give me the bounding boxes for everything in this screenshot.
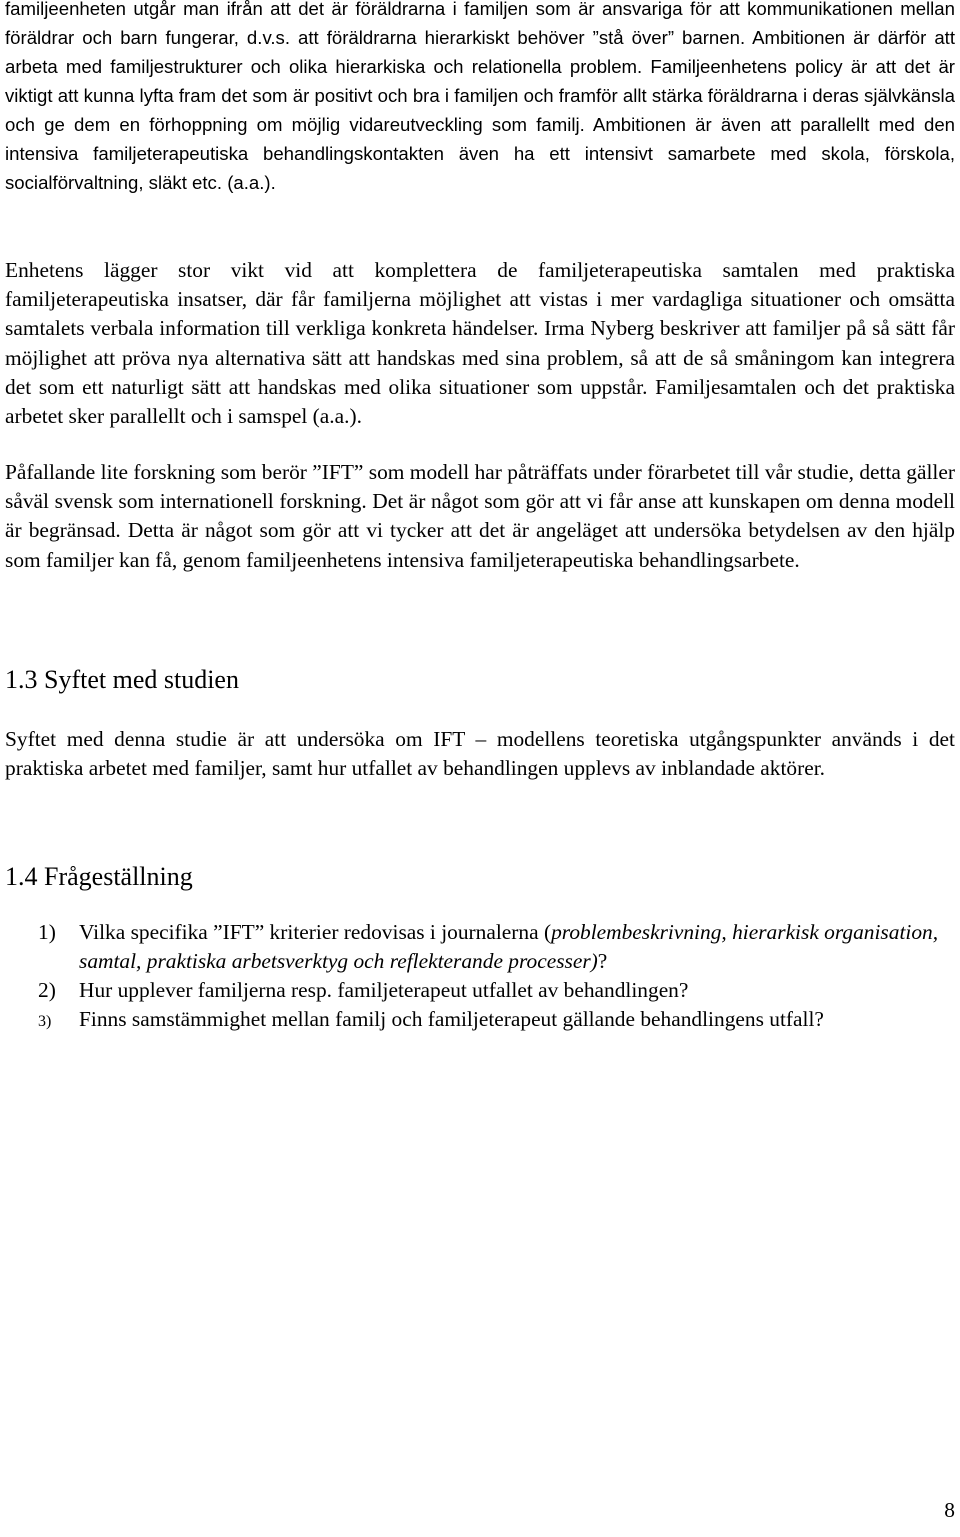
list-item-text: Hur upplever familjerna resp. familjeterapeut utfallet av behandlingen?: [79, 978, 689, 1002]
page-number: 8: [944, 1498, 955, 1522]
list-item: [38, 1005, 960, 1034]
list-item-text: Vilka specifika ”IFT” kriterier redovisas i journalerna (: [79, 920, 552, 944]
list-item: [38, 918, 960, 976]
list-item-text: Finns samstämmighet mellan familj och familjeterapeut gällande behandlingens utfall?: [79, 1007, 824, 1031]
list-number: 3): [38, 1013, 52, 1030]
list-item-italic-text: problembeskrivning, hierarkisk organisation, samtal, praktiska arbetsverktyg och reflekterande processer): [79, 920, 939, 973]
section-heading-fragestallning: 1.4 Frågeställning: [5, 862, 193, 891]
list-item: [38, 976, 960, 1005]
list-item-tail: ?: [597, 949, 608, 973]
body-paragraph-enhetens: Enhetens lägger stor vikt vid att komplettera de familjeterapeutiska samtalen med praktiska familjeterapeutiska insatser, där får familjerna möjlighet att vistas i mer vardagliga situationer och omsätta samtalets verbala information till verkliga konkreta händelser. Irma Nyberg beskriver att familjer på så sätt får möjlighet att pröva nya alternativa sätt att handskas med sina problem, så att de så småningom kan integrera det som ett naturligt sätt att handskas med olika situationer som uppstår. Familjesamtalen och det praktiska arbetet sker parallellt och i samspel (a.a.).: [5, 258, 955, 429]
question-list: [38, 918, 960, 1034]
body-paragraph-forskning: Påfallande lite forskning som berör ”IFT” som modell har påträffats under förarbetet till vår studie, detta gäller såväl svensk som internationell forskning. Det är något som gör att vi får anse att kunskapen om denna modell är begränsad. Detta är något som gör att vi tycker att det är angeläget att undersöka betydelsen av den hjälp som familjer kan få, genom familjeenhetens intensiva familjeterapeutiska behandlingsarbete.: [5, 460, 955, 572]
body-paragraph-syftet: Syftet med denna studie är att undersöka om IFT – modellens teoretiska utgångspunkter används i det praktiska arbetet med familjer, samt hur utfallet av behandlingen upplevs av inblandade aktörer.: [5, 727, 955, 781]
body-paragraph-intro: familjeenheten utgår man ifrån att det är föräldrarna i familjen som är ansvariga för att kommunikationen mellan föräldrar och barn fungerar, d.v.s. att föräldrarna hierarkiskt behöver ”stå över” barnen. Ambitionen är därför att arbeta med familjestrukturer och olika hierarkiska och relationella problem. Familjeenhetens policy är att det är viktigt att kunna lyfta fram det som är positivt och bra i familjen och framför allt stärka föräldrarna i deras självkänsla och ge dem en förhoppning om möjlig vidareutveckling som familj. Ambitionen är även att parallellt med den intensiva familjeterapeutiska behandlingskontakten även ha ett intensivt samarbete med skola, förskola, socialförvaltning, släkt etc. (a.a.).: [5, 0, 955, 193]
list-number: 2): [38, 978, 56, 1002]
list-number: 1): [38, 920, 56, 944]
section-heading-syftet: 1.3 Syftet med studien: [5, 665, 239, 694]
